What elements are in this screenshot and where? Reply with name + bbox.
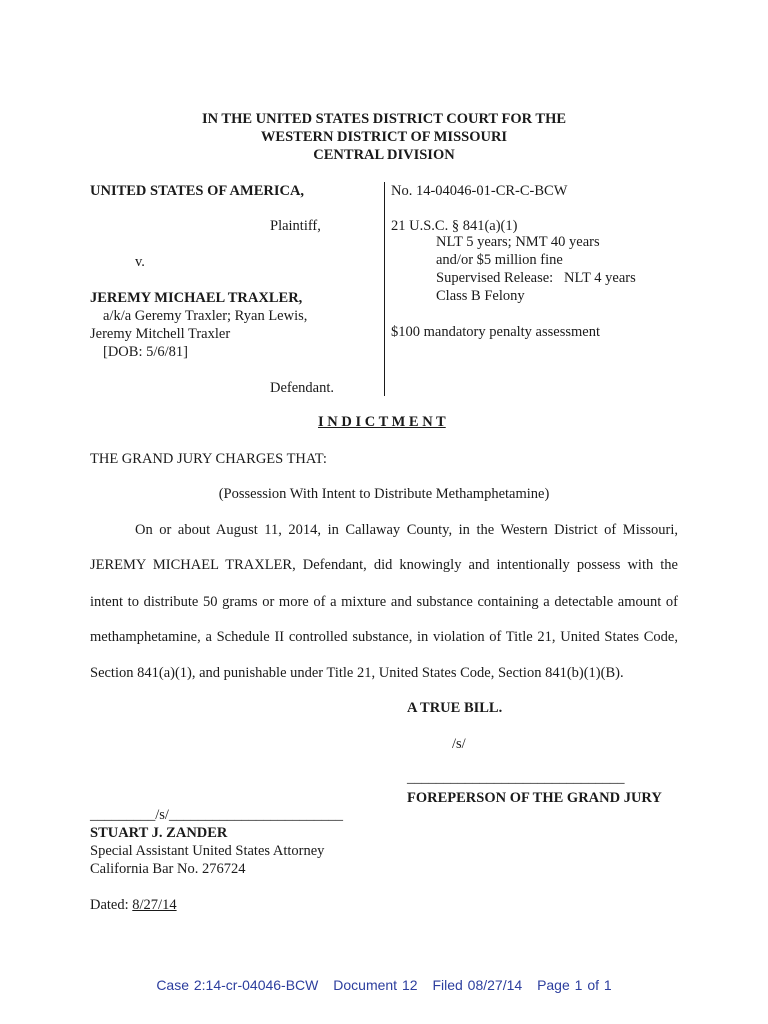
attorney-bar-number: California Bar No. 276724 xyxy=(90,861,246,877)
penalty-line-3: Supervised Release: NLT 4 years xyxy=(436,270,636,286)
court-title-line-1: IN THE UNITED STATES DISTRICT COURT FOR THE xyxy=(201,111,567,127)
count-heading: (Possession With Intent to Distribute Methamphetamine) xyxy=(218,486,550,502)
foreperson-signature-line: ______________________________ xyxy=(407,770,625,786)
foreperson-signature: /s/ xyxy=(452,736,466,752)
body-line-3: intent to distribute 50 grams or more of a mixture and substance containing a detectable amount of xyxy=(90,594,678,610)
filing-footer xyxy=(0,977,768,993)
attorney-name: STUART J. ZANDER xyxy=(90,825,228,841)
dated-value: 8/27/14 xyxy=(132,897,177,913)
dated-label: Dated: xyxy=(90,897,133,913)
body-line-4: methamphetamine, a Schedule II controlled substance, in violation of Title 21, United States Code, xyxy=(90,629,678,645)
attorney-signature-line: _________/s/________________________ xyxy=(90,807,343,823)
penalty-line-2: and/or $5 million fine xyxy=(436,252,563,268)
dated-line xyxy=(90,897,177,914)
true-bill-label: A TRUE BILL. xyxy=(407,700,503,716)
attorney-title: Special Assistant United States Attorney xyxy=(90,843,325,859)
penalty-line-4: Class B Felony xyxy=(436,288,525,304)
footer-page: Page 1 of 1 xyxy=(537,977,612,993)
defendant-aka-line-1: a/k/a Geremy Traxler; Ryan Lewis, xyxy=(103,308,308,324)
court-title-line-3: CENTRAL DIVISION xyxy=(313,147,455,163)
defendant-dob: [DOB: 5/6/81] xyxy=(103,344,188,360)
court-title-line-2: WESTERN DISTRICT OF MISSOURI xyxy=(260,129,508,145)
defendant-aka-line-2: Jeremy Mitchell Traxler xyxy=(90,326,231,342)
foreperson-title: FOREPERSON OF THE GRAND JURY xyxy=(407,790,662,806)
footer-filed: Filed 08/27/14 xyxy=(432,977,523,993)
caption-divider xyxy=(384,182,385,396)
body-line-5: Section 841(a)(1), and punishable under Title 21, United States Code, Section 841(b)(1)(B). xyxy=(90,665,624,681)
defendant-name: JEREMY MICHAEL TRAXLER, xyxy=(90,290,303,306)
penalty-assessment: $100 mandatory penalty assessment xyxy=(391,324,600,340)
statute: 21 U.S.C. § 841(a)(1) xyxy=(391,218,518,234)
plaintiff-name: UNITED STATES OF AMERICA, xyxy=(90,183,305,199)
footer-case: Case 2:14-cr-04046-BCW xyxy=(156,977,319,993)
body-line-2: JEREMY MICHAEL TRAXLER, Defendant, did knowingly and intentionally possess with the xyxy=(90,557,678,573)
versus: v. xyxy=(135,254,145,270)
defendant-role: Defendant. xyxy=(270,380,335,396)
document-title: I N D I C T M E N T xyxy=(318,414,446,430)
plaintiff-role: Plaintiff, xyxy=(270,218,321,234)
body-line-1: On or about August 11, 2014, in Callaway County, in the Western District of Missouri, xyxy=(135,522,678,538)
penalty-line-1: NLT 5 years; NMT 40 years xyxy=(436,234,600,250)
footer-document: Document 12 xyxy=(333,977,418,993)
case-number: No. 14-04046-01-CR-C-BCW xyxy=(391,183,568,199)
charges-intro: THE GRAND JURY CHARGES THAT: xyxy=(90,451,327,467)
